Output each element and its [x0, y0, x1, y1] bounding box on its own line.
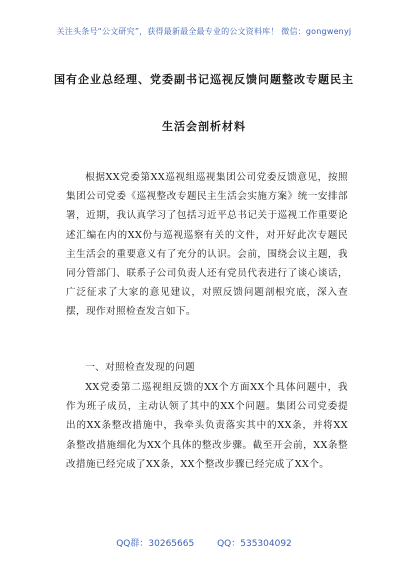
qq-contact-link[interactable]: QQ：535304092 — [217, 539, 292, 549]
problems-paragraph: XX党委第二巡视组反馈的XX个方面XX个具体问题中，我作为班子成员，主动认领了其中的XX个问题。集团公司党委提出的XX条整改措施中，我牵头负责落实其中的XX条，并将XX条整改措施细化为XX个具体的整改步骤。截至开会前，XX条整改措施已经完成了XX条，XX个整改步骤已经完成了XX个。 — [66, 382, 348, 470]
promo-banner[interactable]: 关注头条号“公文研究”，获得最新最全最专业的公文资料库！ 微信：gongwenyj — [56, 27, 352, 36]
document-title-line-2: 生活会剖析材料 — [162, 120, 246, 133]
qq-group-link[interactable]: QQ群：30265665 — [116, 539, 195, 549]
footer-contacts — [0, 536, 408, 549]
section-heading: 一、对照检查发现的问题 — [85, 362, 196, 373]
intro-paragraph: 根据XX党委第XX巡视组巡视集团公司党委反馈意见，按照集团公司党委《巡视整改专题民主生活会实施方案》统一安排部署，近期，我认真学习了包括习近平总书记关于巡视工作重要论述汇编在内的XX份与巡视巡察有关的文件，对开好此次专题民主生活会的重要意义有了充分的认识。会前，围绕会议主题，我同分管部门、联系子公司负责人还有党员代表进行了谈心谈话，广泛征求了大家的意见建议，对照反馈问题剖根究底，深入查摆，现作对照检查发言如下。 — [66, 172, 348, 318]
document-title-line-1: 国有企业总经理、党委副书记巡视反馈问题整改专题民主 — [54, 73, 354, 86]
